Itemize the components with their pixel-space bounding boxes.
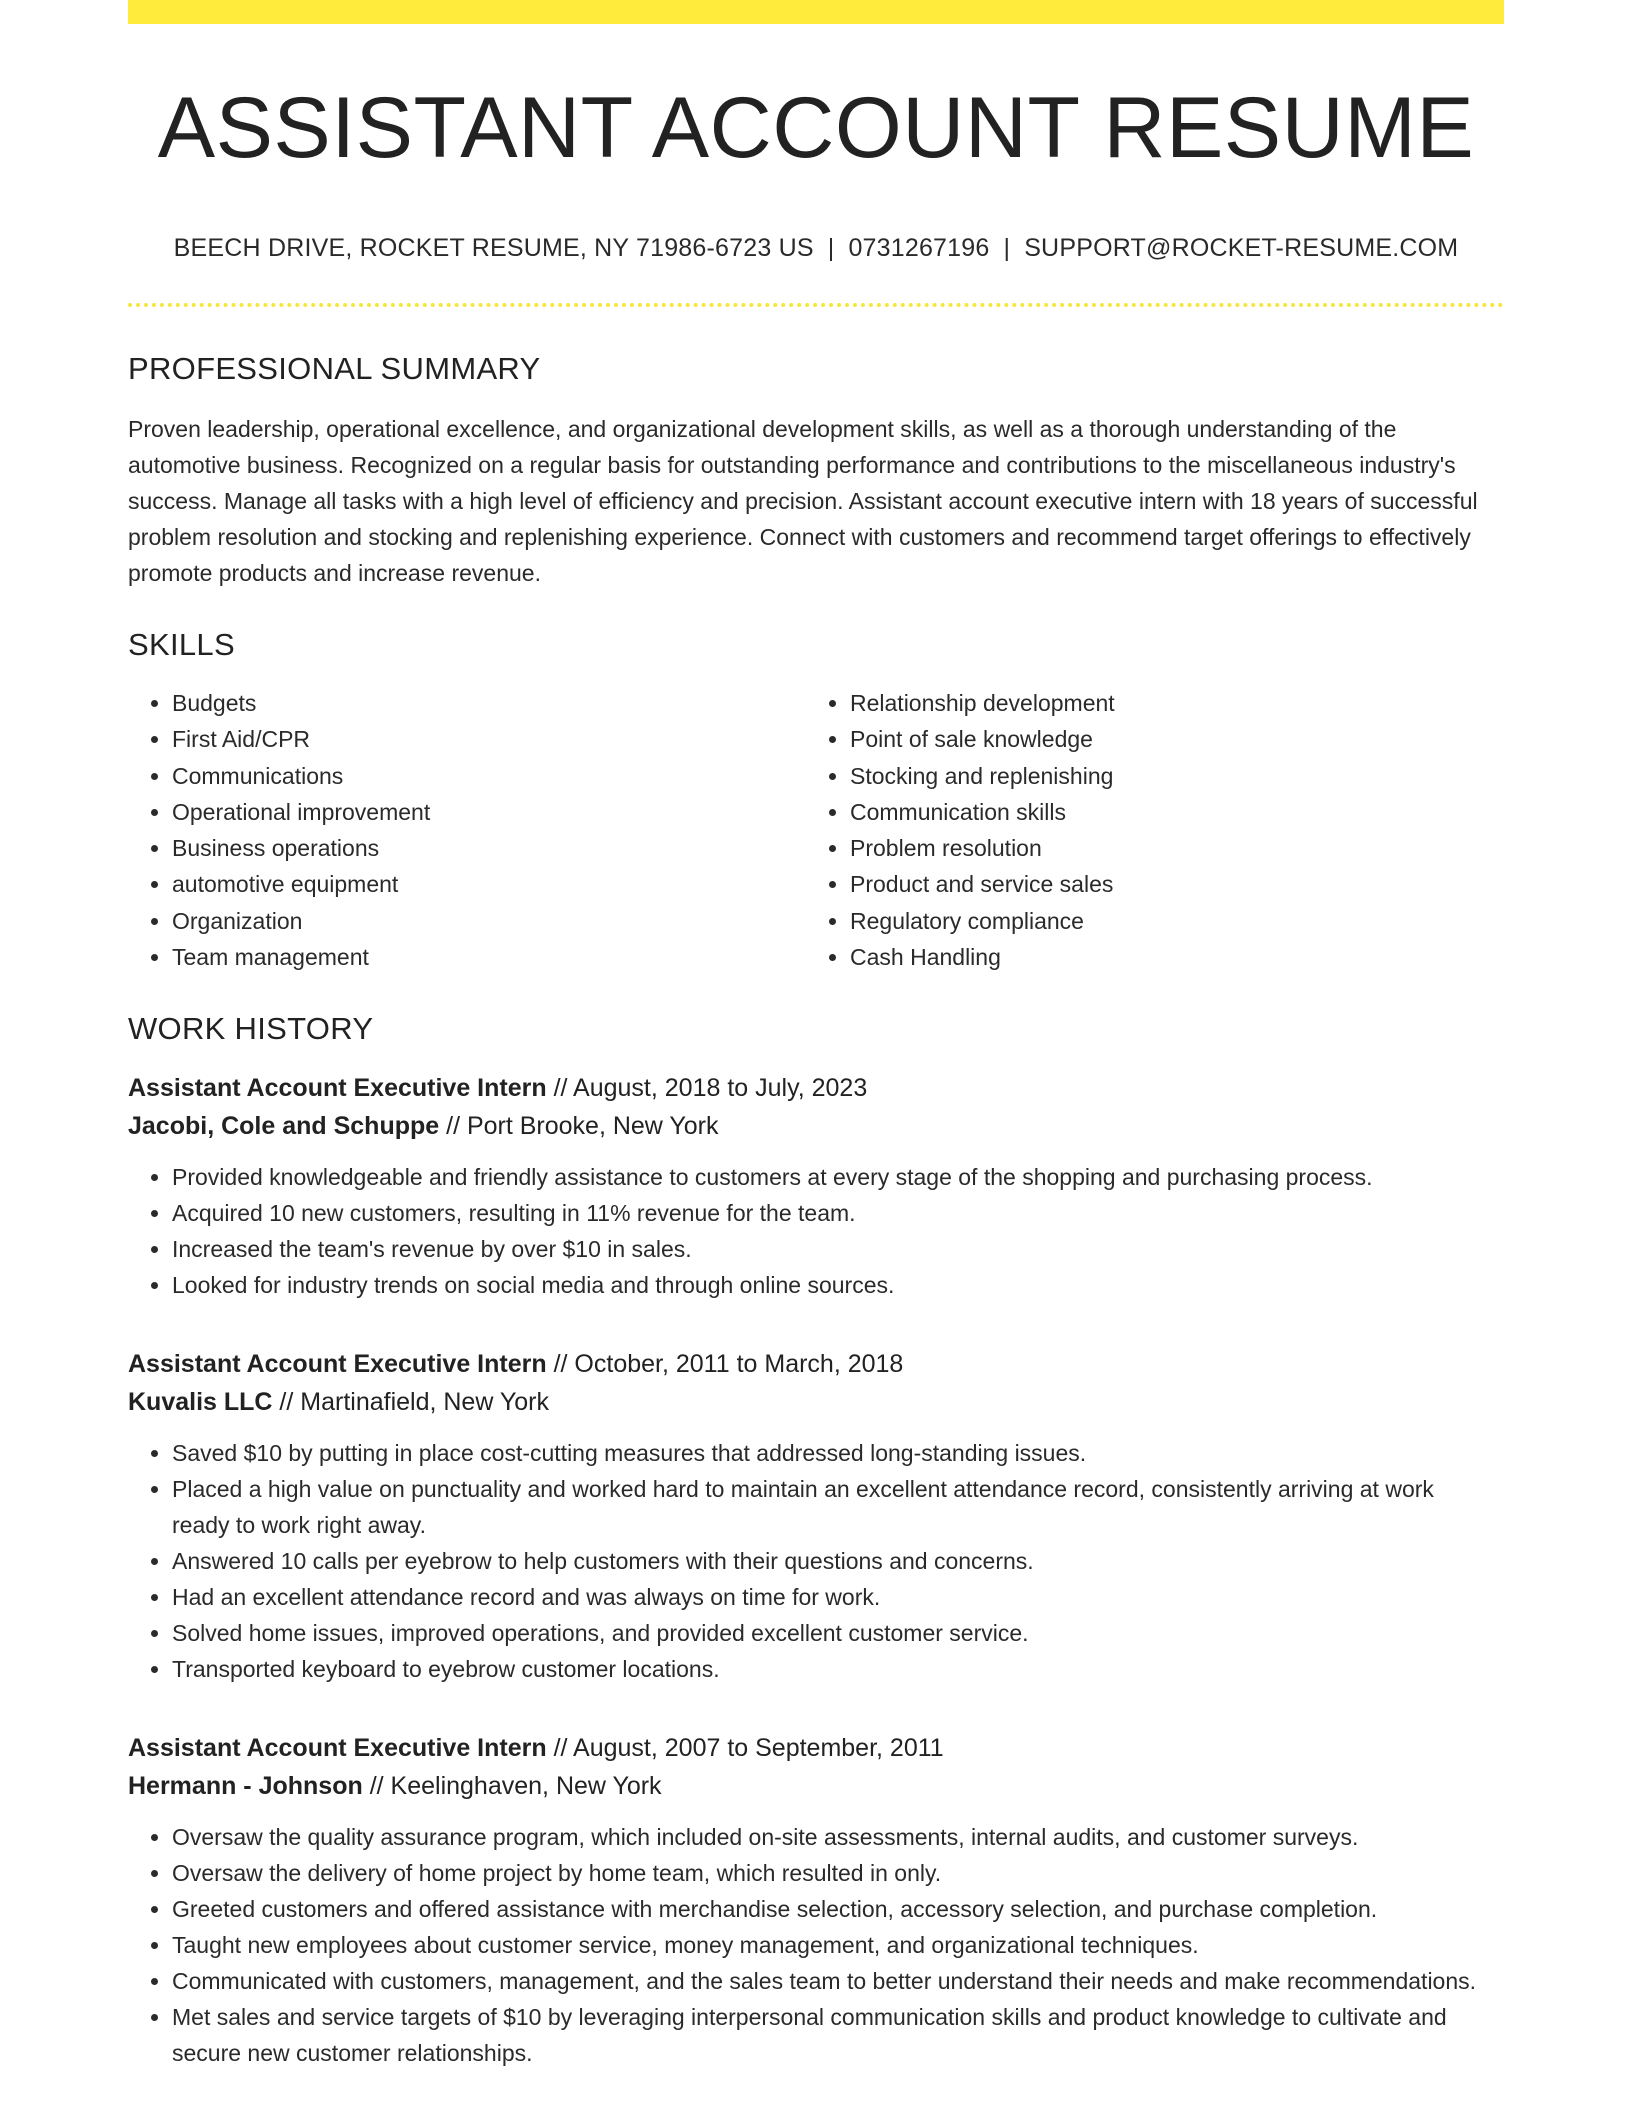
dotted-divider — [128, 303, 1504, 307]
skills-list-left — [128, 685, 806, 975]
job-bullet: • Solved home issues, improved operations, and provided excellent customer service. — [172, 1615, 1504, 1651]
resume-title: ASSISTANT ACCOUNT RESUME — [157, 80, 1475, 176]
job-dates: // August, 2007 to September, 2011 — [546, 1734, 944, 1763]
job-title: Assistant Account Executive Intern — [128, 1074, 547, 1103]
job-company-line — [128, 1107, 1504, 1145]
skill-item: • Team management — [172, 939, 806, 975]
job-title-line — [128, 1069, 1504, 1107]
skill-item: • Relationship development — [850, 685, 1484, 721]
job-bullets — [128, 1435, 1504, 1687]
skill-item: • Business operations — [172, 830, 806, 866]
skill-item: • Operational improvement — [172, 794, 806, 830]
skills-grid — [128, 685, 1504, 975]
skill-item: • First Aid/CPR — [172, 721, 806, 757]
job-bullet: • Oversaw the delivery of home project by home team, which resulted in only. — [172, 1855, 1504, 1891]
job-title-line — [128, 1345, 1504, 1383]
job-bullet: • Increased the team's revenue by over $10 in sales. — [172, 1231, 1504, 1267]
skill-item: • Problem resolution — [850, 830, 1484, 866]
job-entry — [128, 1729, 1504, 2071]
skill-item: • Communications — [172, 758, 806, 794]
summary-text: Proven leadership, operational excellence, and organizational development skills, as well as a thorough understanding of the automotive business. Recognized on a regular basis for outstanding performance and contributions to the miscellaneous industry's success. Manage all tasks with a high level of efficiency and precision. Assistant account executive intern with 18 years of successful problem resolution and stocking and replenishing experience. Connect with customers and recommend target offerings to effectively promote products and increase revenue. — [128, 416, 1478, 586]
job-title: Assistant Account Executive Intern — [128, 1734, 547, 1763]
skill-item: • Point of sale knowledge — [850, 721, 1484, 757]
skills-list-right — [806, 685, 1484, 975]
job-company: Jacobi, Cole and Schuppe — [128, 1112, 440, 1141]
job-company: Kuvalis LLC — [128, 1388, 273, 1417]
job-bullet: • Saved $10 by putting in place cost-cutting measures that addressed long-standing issues. — [172, 1435, 1504, 1471]
job-company: Hermann - Johnson — [128, 1772, 363, 1801]
skill-item: • Organization — [172, 903, 806, 939]
job-location: // Keelinghaven, New York — [362, 1772, 662, 1801]
contact-address: BEECH DRIVE, ROCKET RESUME, NY 71986-6723 US — [173, 234, 814, 262]
job-location: // Martinafield, New York — [272, 1388, 549, 1417]
resume-page — [128, 0, 1504, 2071]
skill-item: • Communication skills — [850, 794, 1484, 830]
job-entry — [128, 1069, 1504, 1303]
job-bullet: • Oversaw the quality assurance program, which included on-site assessments, internal audits, and customer surveys. — [172, 1819, 1504, 1855]
job-company-line — [128, 1767, 1504, 1805]
job-bullets — [128, 1819, 1504, 2071]
job-bullet: • Met sales and service targets of $10 by leveraging interpersonal communication skills and product knowledge to cultivate and secure new customer relationships. — [172, 1999, 1504, 2071]
job-bullets — [128, 1159, 1504, 1303]
skill-item: • Stocking and replenishing — [850, 758, 1484, 794]
skill-item: • automotive equipment — [172, 866, 806, 902]
job-dates: // October, 2011 to March, 2018 — [546, 1350, 904, 1379]
work-history-heading: WORK HISTORY — [128, 1011, 374, 1047]
skill-item: • Cash Handling — [850, 939, 1484, 975]
job-bullet: • Placed a high value on punctuality and worked hard to maintain an excellent attendance record, consistently arriving at work ready to work right away. — [172, 1471, 1504, 1543]
job-bullet: • Had an excellent attendance record and was always on time for work. — [172, 1579, 1504, 1615]
job-bullet: • Acquired 10 new customers, resulting in 11% revenue for the team. — [172, 1195, 1504, 1231]
skill-item: • Regulatory compliance — [850, 903, 1484, 939]
summary-heading: PROFESSIONAL SUMMARY — [128, 351, 541, 386]
job-dates: // August, 2018 to July, 2023 — [546, 1074, 868, 1103]
job-location: // Port Brooke, New York — [439, 1112, 719, 1141]
accent-top-bar — [128, 0, 1504, 24]
job-bullet: • Transported keyboard to eyebrow customer locations. — [172, 1651, 1504, 1687]
contact-line — [128, 234, 1504, 263]
contact-separator: | — [1003, 234, 1011, 262]
contact-separator: | — [827, 234, 835, 262]
job-bullet: • Looked for industry trends on social media and through online sources. — [172, 1267, 1504, 1303]
job-company-line — [128, 1383, 1504, 1421]
contact-email: SUPPORT@ROCKET-RESUME.COM — [1024, 234, 1459, 262]
job-title-line — [128, 1729, 1504, 1767]
job-entry — [128, 1345, 1504, 1687]
job-bullet: • Communicated with customers, management, and the sales team to better understand their needs and make recommendations. — [172, 1963, 1504, 1999]
job-bullet: • Greeted customers and offered assistance with merchandise selection, accessory selection, and purchase completion. — [172, 1891, 1504, 1927]
skills-heading: SKILLS — [128, 627, 235, 662]
job-bullet: • Taught new employees about customer service, money management, and organizational techniques. — [172, 1927, 1504, 1963]
job-bullet: • Answered 10 calls per eyebrow to help customers with their questions and concerns. — [172, 1543, 1504, 1579]
job-bullet: • Provided knowledgeable and friendly assistance to customers at every stage of the shopping and purchasing process. — [172, 1159, 1504, 1195]
job-title: Assistant Account Executive Intern — [128, 1350, 547, 1379]
contact-phone: 0731267196 — [848, 234, 990, 262]
skill-item: • Product and service sales — [850, 866, 1484, 902]
skill-item: • Budgets — [172, 685, 806, 721]
